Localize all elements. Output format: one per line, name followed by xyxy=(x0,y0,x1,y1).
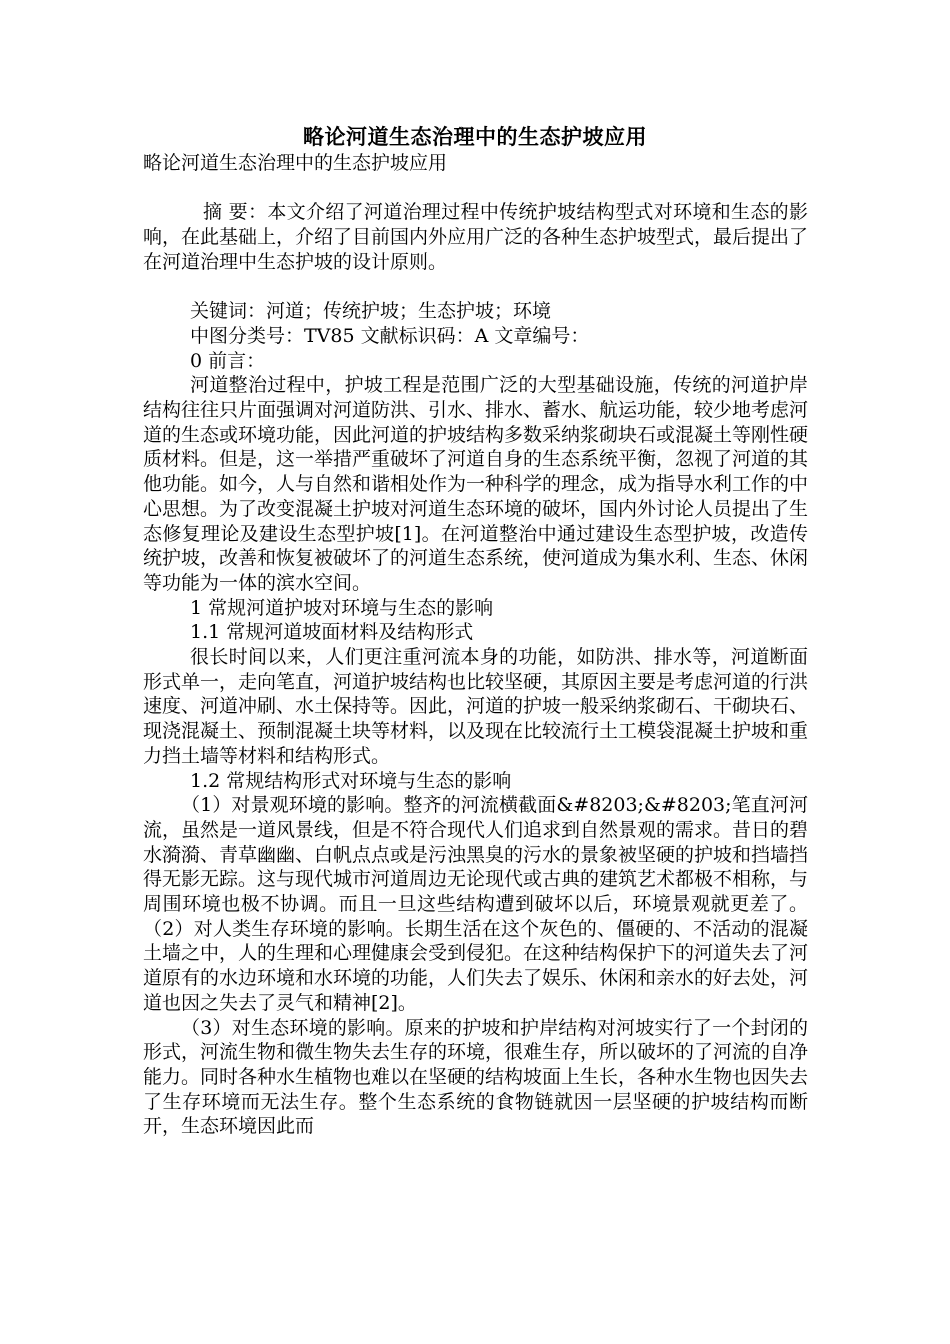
section-1-heading: 1 常规河道护坡对环境与生态的影响 xyxy=(190,596,494,619)
blank-line xyxy=(143,275,808,300)
document-body xyxy=(143,151,808,1139)
classification-line: 中图分类号：TV85 文献标识码：A 文章编号： xyxy=(190,324,590,347)
section-1-2-heading: 1.2 常规结构形式对环境与生态的影响 xyxy=(190,769,512,792)
section-1-2-paragraph-2: （3）对生态环境的影响。原来的护坡和护岸结构对河坡实行了一个封闭的形式，河流生物和微生物失去生存的环境，很难生存，所以破坏的了河流的自净能力。同时各种水生植物也难以在坚硬的结构坡面上生长，各种水生物也因失去了生存环境而无法生存。整个生态系统的食物链就因一层坚硬的护坡结构而断开，生态环境因此而 xyxy=(143,1016,809,1138)
abstract-paragraph: 摘 要：本文介绍了河道治理过程中传统护坡结构型式对环境和生态的影响，在此基础上，介绍了目前国内外应用广泛的各种生态护坡型式，最后提出了在河道治理中生态护坡的设计原则。 xyxy=(143,201,809,273)
keywords-line: 关键词：河道；传统护坡；生态护坡；环境 xyxy=(190,300,552,323)
section-1-1-paragraph: 很长时间以来，人们更注重河流本身的功能，如防洪、排水等，河道断面形式单一，走向笔直，河道护坡结构也比较坚硬，其原因主要是考虑河道的行洪速度、河道冲刷、水土保持等。因此，河道的护坡一般采纳浆砌石、干砌块石、现浇混凝土、预制混凝土块等材料，以及现在比较流行土工模袋混凝土护坡和重力挡土墙等材料和结构形式。 xyxy=(143,646,809,767)
blank-line xyxy=(143,176,808,201)
intro-heading: 0 前言： xyxy=(190,349,266,372)
intro-paragraph: 河道整治过程中，护坡工程是范围广泛的大型基础设施，传统的河道护岸结构往往只片面强调对河道防洪、引水、排水、蓄水、航运功能，较少地考虑河道的生态或环境功能，因此河道的护坡结构多数采纳浆砌块石或混凝土等刚性硬质材料。但是，这一举措严重破坏了河道自身的生态系统平衡，忽视了河道的其他功能。如今，人与自然和谐相处作为一种科学的理念，成为指导水利工作的中心思想。为了改变混凝土护坡对河道生态环境的破坏，国内外讨论人员提出了生态修复理论及建设生态型护坡[1]。在河道整治中通过建设生态型护坡，改造传统护坡，改善和恢复被破坏了的河道生态系统，使河道成为集水利、生态、休闲等功能为一体的滨水空间。 xyxy=(143,374,809,594)
section-1-1-heading: 1.1 常规河道坡面材料及结构形式 xyxy=(190,621,474,644)
document-subtitle: 略论河道生态治理中的生态护坡应用 xyxy=(143,152,448,174)
section-1-2-paragraph-1: （1）对景观环境的影响。整齐的河流横截面&#8203;&#8203;笔直河河流，虽然是一道风景线，但是不符合现代人们追求到自然景观的需求。昔日的碧水漪漪、青草幽幽、白帆点点或是污浊黑臭的污水的景象被坚硬的护坡和挡墙挡得无影无踪。这与现代城市河道周边无论现代或古典的建筑艺术都极不相称，与周围环境也极不协调。而且一旦这些结构遭到破坏以后，环境景观就更差了。（2）对人类生存环境的影响。长期生活在这个灰色的、僵硬的、不活动的混凝土墙之中，人的生理和心理健康会受到侵犯。在这种结构保护下的河道失去了河道原有的水边环境和水环境的功能，人们失去了娱乐、休闲和亲水的好去处，河道也因之失去了灵气和精神[2]。 xyxy=(143,794,809,1014)
document-title: 略论河道生态治理中的生态护坡应用 xyxy=(303,124,647,149)
